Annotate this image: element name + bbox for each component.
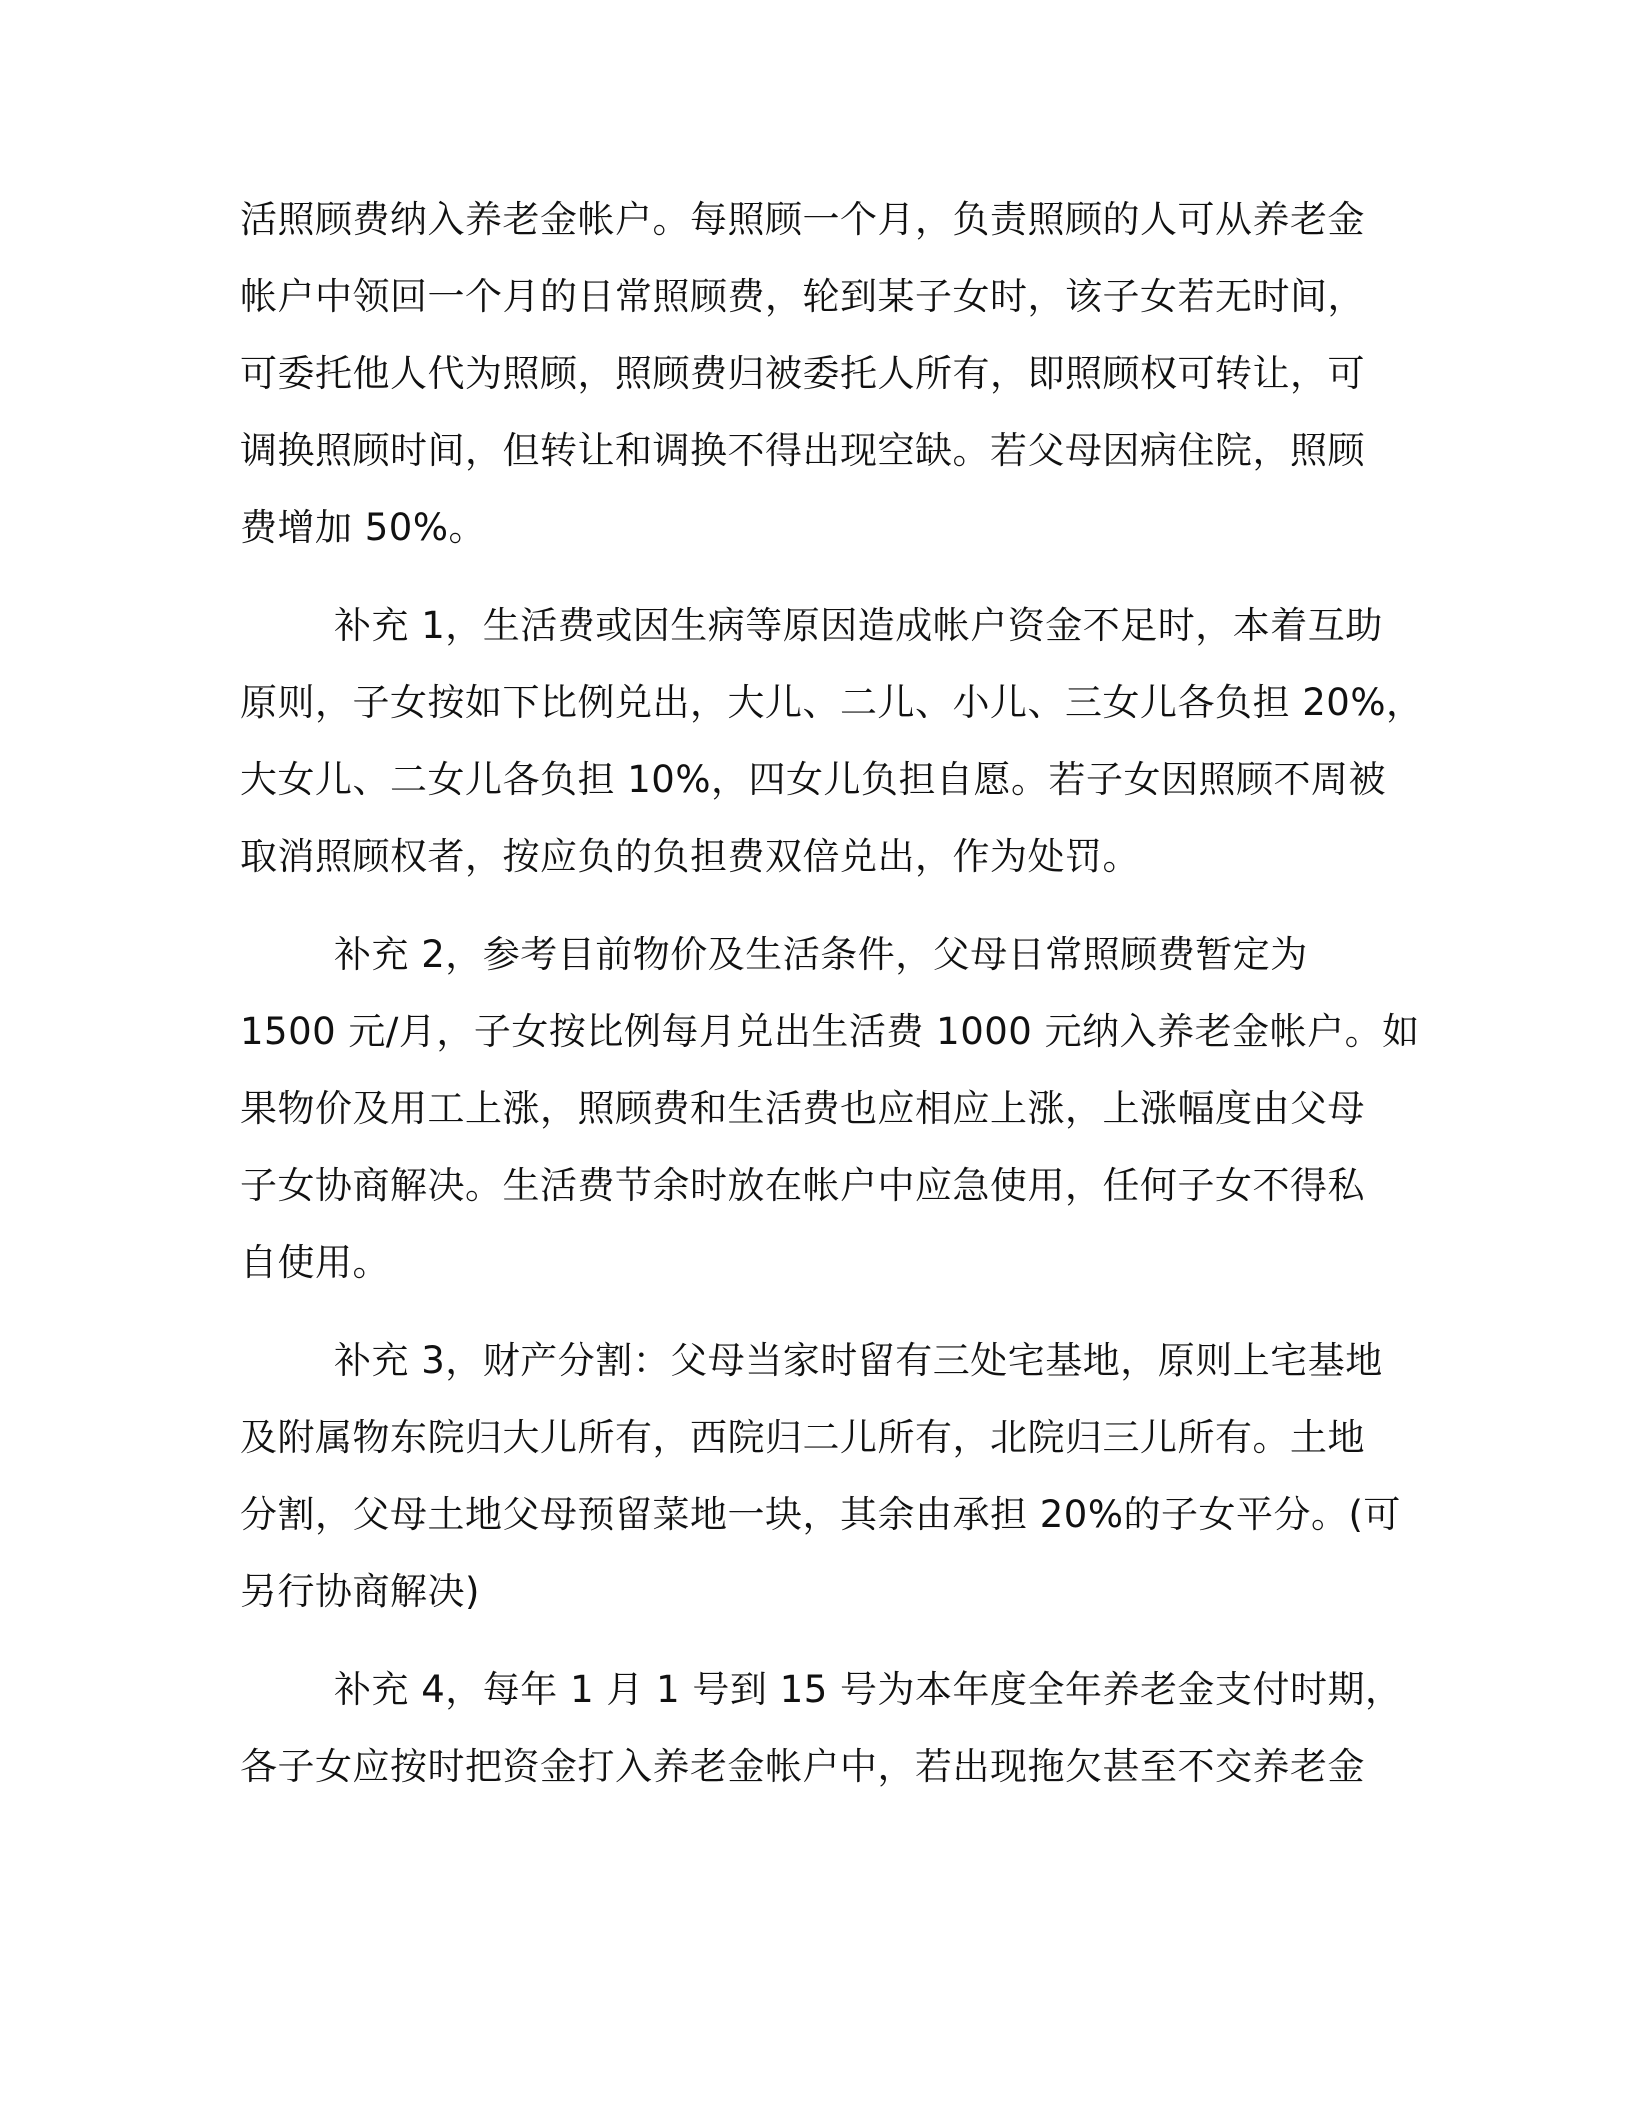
text-line: 原则，子女按如下比例兑出，大儿、二儿、小儿、三女儿各负担 20%， bbox=[240, 681, 1424, 724]
text-line: 子女协商解决。生活费节余时放在帐户中应急使用，任何子女不得私 bbox=[240, 1164, 1365, 1207]
text-line: 及附属物东院归大儿所有，西院归二儿所有，北院归三儿所有。土地 bbox=[240, 1416, 1365, 1459]
document-body bbox=[240, 181, 1424, 1805]
text-line: 补充 4，每年 1 月 1 号到 15 号为本年度全年养老金支付时期， bbox=[334, 1668, 1403, 1711]
text-line: 补充 3，财产分割：父母当家时留有三处宅基地，原则上宅基地 bbox=[334, 1339, 1383, 1382]
text-line: 可委托他人代为照顾，照顾费归被委托人所有，即照顾权可转让，可 bbox=[240, 352, 1365, 395]
text-line: 大女儿、二女儿各负担 10%，四女儿负担自愿。若子女因照顾不周被 bbox=[240, 758, 1386, 801]
text-line: 1500 元/月，子女按比例每月兑出生活费 1000 元纳入养老金帐户。如 bbox=[240, 1010, 1420, 1053]
text-line: 自使用。 bbox=[240, 1241, 390, 1284]
text-line: 另行协商解决) bbox=[240, 1570, 480, 1613]
text-line: 活照顾费纳入养老金帐户。每照顾一个月，负责照顾的人可从养老金 bbox=[240, 198, 1365, 241]
paragraph-supplement-4 bbox=[240, 1651, 1403, 1805]
text-line: 费增加 50%。 bbox=[240, 506, 486, 549]
paragraph-supplement-1 bbox=[240, 587, 1424, 895]
paragraph-supplement-2 bbox=[240, 916, 1420, 1301]
text-line: 补充 1，生活费或因生病等原因造成帐户资金不足时，本着互助 bbox=[334, 604, 1383, 647]
text-line: 帐户中领回一个月的日常照顾费，轮到某子女时，该子女若无时间， bbox=[240, 275, 1365, 318]
paragraph-care-fee bbox=[240, 181, 1390, 566]
text-line: 取消照顾权者，按应负的负担费双倍兑出，作为处罚。 bbox=[240, 835, 1140, 878]
text-line: 果物价及用工上涨，照顾费和生活费也应相应上涨，上涨幅度由父母 bbox=[240, 1087, 1365, 1130]
paragraph-supplement-3 bbox=[240, 1322, 1401, 1630]
text-line: 各子女应按时把资金打入养老金帐户中，若出现拖欠甚至不交养老金 bbox=[240, 1745, 1365, 1788]
text-line: 分割，父母土地父母预留菜地一块，其余由承担 20%的子女平分。(可 bbox=[240, 1493, 1401, 1536]
text-line: 补充 2，参考目前物价及生活条件，父母日常照顾费暂定为 bbox=[334, 933, 1308, 976]
text-line: 调换照顾时间，但转让和调换不得出现空缺。若父母因病住院，照顾 bbox=[240, 429, 1365, 472]
